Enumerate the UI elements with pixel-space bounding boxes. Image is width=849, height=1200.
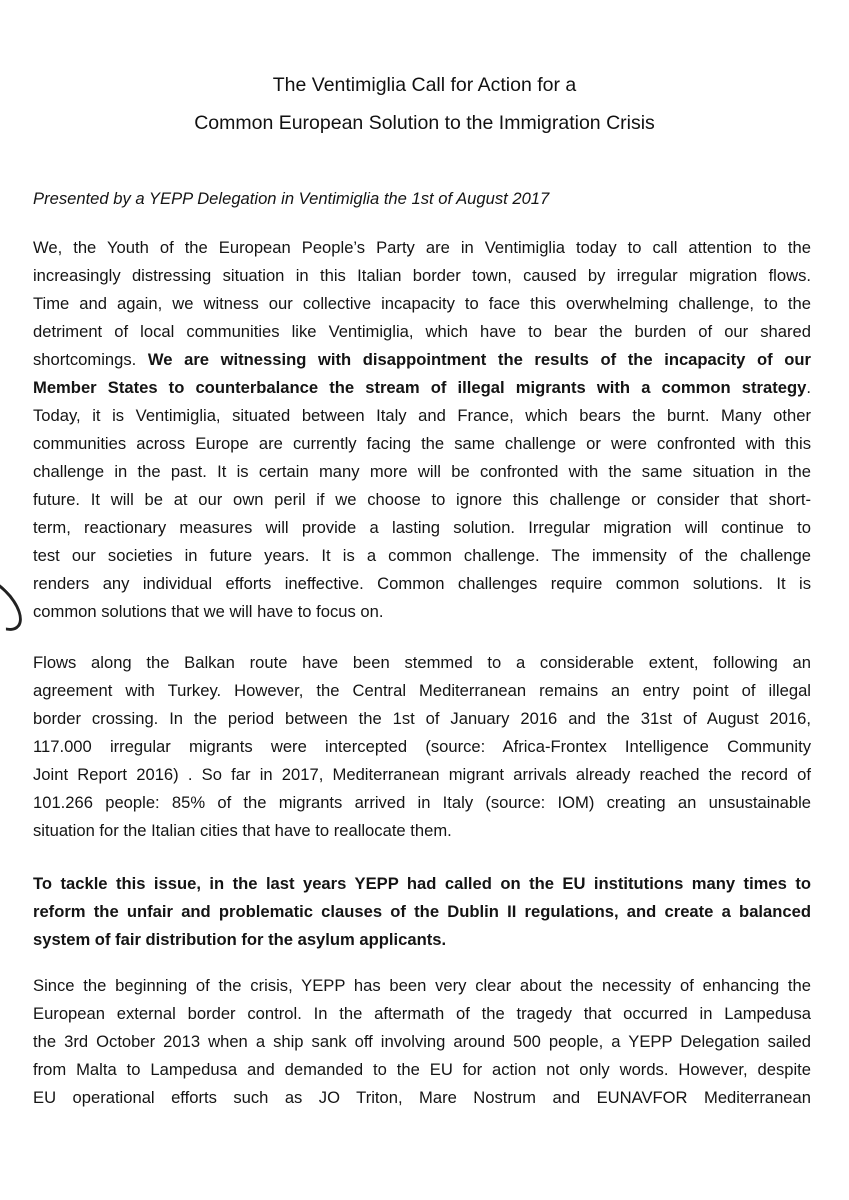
paragraph-line: 101.266 people: 85% of the migrants arrived in Italy (source: IOM) creating an unsustainable <box>33 793 811 812</box>
page-edge-mark <box>0 566 31 641</box>
paragraph-line <box>33 346 811 374</box>
paragraph-line: challenge in the past. It is certain many more will be confronted with the same situation in the <box>33 462 811 481</box>
paragraph-line: We, the Youth of the European People’s Party are in Ventimiglia today to call attention to the <box>33 238 811 257</box>
paragraph-line: Joint Report 2016) . So far in 2017, Mediterranean migrant arrivals already reached the record of <box>33 765 811 784</box>
paragraph-line: Today, it is Ventimiglia, situated between Italy and France, which bears the burnt. Many other <box>33 406 811 425</box>
document-title-line-1: The Ventimiglia Call for Action for a <box>272 74 577 96</box>
paragraph-line: 117.000 irregular migrants were intercepted (source: Africa-Frontex Intelligence Community <box>33 737 811 756</box>
document-subtitle: Presented by a YEPP Delegation in Ventimiglia the 1st of August 2017 <box>33 189 550 208</box>
paragraph-line: reform the unfair and problematic clauses of the Dublin II regulations, and create a balanced <box>33 902 811 921</box>
paragraph-line: border crossing. In the period between the 1st of January 2016 and the 31st of August 2016, <box>33 709 811 728</box>
paragraph-line: test our societies in future years. It is a common challenge. The immensity of the challenge <box>33 546 811 565</box>
paragraph-line: term, reactionary measures will provide a lasting solution. Irregular migration will continue to <box>33 518 811 537</box>
paragraph-line: renders any individual efforts ineffective. Common challenges require common solutions. It is <box>33 574 811 593</box>
paragraph-balkan-route <box>33 649 811 845</box>
paragraph-line: detriment of local communities like Ventimiglia, which have to bear the burden of our shared <box>33 322 811 341</box>
paragraph-line: European external border control. In the aftermath of the tragedy that occurred in Lampedusa <box>33 1004 811 1023</box>
paragraph-line: Flows along the Balkan route have been stemmed to a considerable extent, following an <box>33 653 811 672</box>
paragraph-text: . <box>806 378 811 397</box>
paragraph-text: shortcomings. <box>33 350 137 369</box>
paragraph-line: Since the beginning of the crisis, YEPP has been very clear about the necessity of enhancing the <box>33 976 811 995</box>
paragraph-line: from Malta to Lampedusa and demanded to the EU for action not only words. However, despite <box>33 1060 811 1079</box>
paragraph-line: agreement with Turkey. However, the Central Mediterranean remains an entry point of illegal <box>33 681 811 700</box>
paragraph-line: future. It will be at our own peril if we choose to ignore this challenge or consider that short- <box>33 490 811 509</box>
paragraph-line: To tackle this issue, in the last years YEPP had called on the EU institutions many times to <box>33 874 811 893</box>
paragraph-line: situation for the Italian cities that have to reallocate them. <box>33 821 452 840</box>
paragraph-dublin-reform <box>33 870 811 954</box>
paragraph-bold-text: We are witnessing with disappointment the results of the incapacity of our <box>147 350 811 369</box>
paragraph-intro <box>33 234 811 626</box>
paragraph-line: the 3rd October 2013 when a ship sank off involving around 500 people, a YEPP Delegation sailed <box>33 1032 811 1051</box>
paragraph-border-control <box>33 972 811 1112</box>
paragraph-line: communities across Europe are currently facing the same challenge or were confronted with this <box>33 434 811 453</box>
paragraph-line <box>33 374 811 402</box>
paragraph-line: common solutions that we will have to focus on. <box>33 602 384 621</box>
document-title-line-2: Common European Solution to the Immigration Crisis <box>194 112 655 134</box>
paragraph-bold-text: Member States to counterbalance the stream of illegal migrants with a common strategy <box>33 378 807 397</box>
paragraph-line: increasingly distressing situation in this Italian border town, caused by irregular migration flows. <box>33 266 811 285</box>
paragraph-line: EU operational efforts such as JO Triton, Mare Nostrum and EUNAVFOR Mediterranean <box>33 1088 811 1107</box>
paragraph-line: system of fair distribution for the asylum applicants. <box>33 930 447 949</box>
paragraph-line: Time and again, we witness our collective incapacity to face this overwhelming challenge, to the <box>33 294 811 313</box>
